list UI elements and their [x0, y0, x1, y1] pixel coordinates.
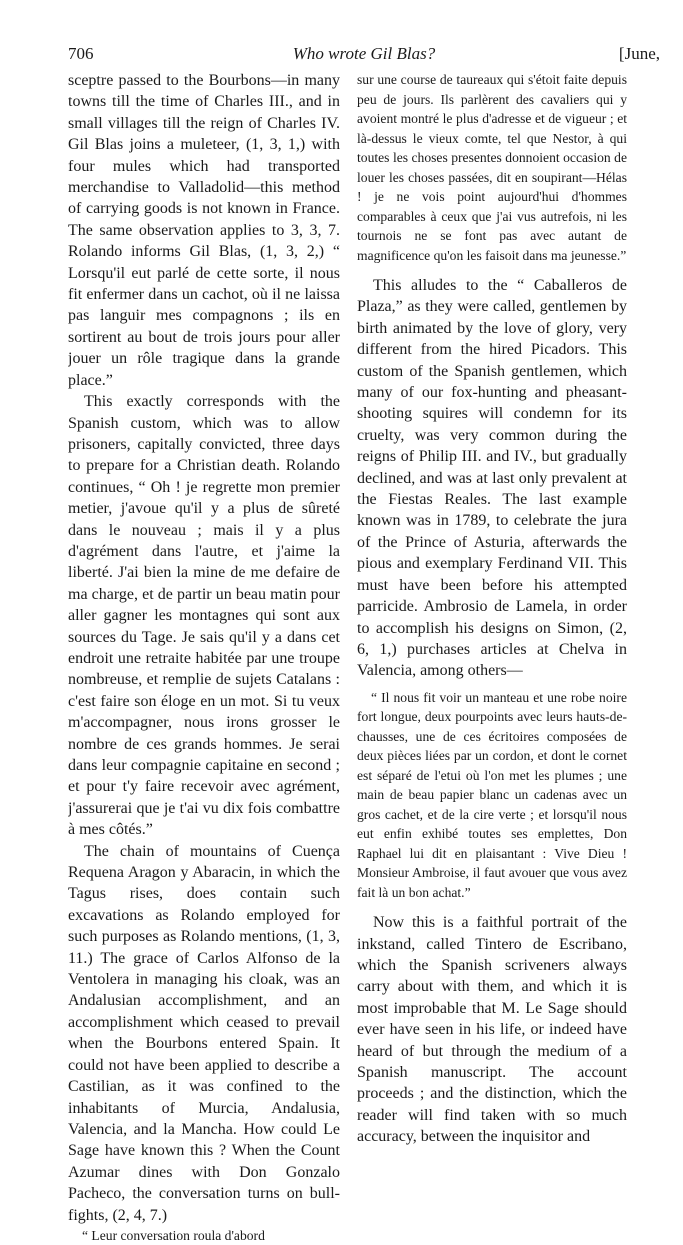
left-column — [68, 70, 340, 1245]
paragraph-caballeros: This alludes to the “ Caballeros de Plaza,” as they were called, gentlemen by birth animated by the love of glory, very different from the hired Picadors. This custom of the Spanish gentlemen, which many of our fox-hunting and pheasant-shooting squires will condemn for its cruelty, was very common during the reigns of Philip III. and IV., but gradually declined, and was at last only prevalent at the Fiestas Reales. The last example known was in 1789, to celebrate the jura of the Prince of Asturia, afterwards the pious and exemplary Ferdinand VII. This must have been before his attempted parricide. Ambrosio de Lamela, in order to accomplish his designs on Simon, (2, 6, 1,) purchases articles at Chelva in Valencia, among others— — [357, 277, 627, 680]
issue-month: [June, — [618, 44, 660, 63]
page-number: 706 — [68, 44, 94, 63]
paragraph-inkstand: Now this is a faithful portrait of the inkstand, called Tintero de Escribano, which the Spanish scriveners always carry about with them, and which it is most improbable that M. Le Sage should ever have seen in his life, or indeed have heard of but through the medium of a Spanish manuscript. The account proceeds ; and the distinction, which the reader will find taken with so much accuracy, between the inquisitor and — [357, 914, 627, 1146]
right-column — [357, 70, 627, 1148]
paragraph-bourbons: sceptre passed to the Bourbons—in many towns till the time of Charles III., and in small villages till the reign of Charles IV. Gil Blas joins a muleteer, (1, 3, 1,) with four mules which had transported merchandise to Valladolid—this method of carrying goods is not known in France. The same observation applies to 3, 3, 7. Rolando informs Gil Blas, (1, 3, 2,) “ Lorsqu'il eut parlé de cette sorte, il nous fit enfermer dans un cachot, où il ne laissa pas languir mes compagnons ; ils en sortirent au bout de trois jours pour aller jouer un rôle tragique dans la grande place.” — [68, 72, 340, 389]
paragraph-mountains: The chain of mountains of Cuença Requena Aragon y Abaracin, in which the Tagus rises, does contain such excavations as Rolando employed for such purposes as Rolando mentions, (1, 3, 11.) The grace of Carlos Alfonso de la Ventolera in managing his cloak, was an Andalusian accomplishment, and an accomplishment which ceased to prevail when the Bourbons entered Spain. It could not have been applied to describe a Castilian, as it was confined to the inhabitants of Murcia, Andalusia, Valencia, and la Mancha. How could Le Sage have known this ? When the Count Azumar dines with Don Gonzalo Pacheco, the conversation turns on bull-fights, (2, 4, 7.) — [68, 842, 340, 1224]
quote-manteau: “ Il nous fit voir un manteau et une robe noire fort longue, deux pourpoints avec leurs hauts-de-chausses, une de ces écritoires composées de deux pièces liées par un cordon, et dont le cornet est séparé de l'etui où l'on met les plumes ; une main de beau papier blanc un cadenas avec un gros cachet, et de la cire verte ; et lorsqu'il nous eut enfin exhibé toutes ses emplettes, Don Raphael lui dit en plaisantant : Vive Dieu ! Monsieur Ambroise, il faut avouer que vous avez fait là un bon achat.” — [357, 689, 627, 900]
quote-conversation-start: “ Leur conversation roula d'abord — [82, 1227, 265, 1243]
quote-conversation-cont: sur une course de taureaux qui s'étoit faite depuis peu de jours. Ils parlèrent des cavaliers qui y avoient montré le plus d'adresse et de vigueur ; et là-dessus le vieux comte, tel que Nestor, à qui toutes les choses presentes donnoient occasion de louer les choses passées, dit en soupirant—Hélas ! je ne vois point aujourd'hui d'hommes comparables à ceux que j'ai vus autrefois, ni les tournois ne se font pas avec autant de magnificence qu'on les faisoit dans ma jeunesse.” — [357, 72, 627, 263]
running-header — [68, 44, 660, 70]
paragraph-spanish-custom: This exactly corresponds with the Spanish custom, which was to allow prisoners, capitally convicted, three days to prepare for a Christian death. Rolando continues, “ Oh ! je regrette mon premier metier, j'avoue qu'il y a plus de sûreté dans le nouveau ; mais il y a plus d'agrément dans l'autre, et j'aime la liberté. J'ai bien la mine de me defaire de ma charge, et de partir un beau matin pour aller gagner les montagnes qui sont aux sources du Tage. Je sais qu'il y a dans cet endroit une retraite habitée par une troupe nombreuse, et remplie de sujets Catalans : c'est faire son éloge en un mot. Si tu veux m'accompagner, nous irons grosser le nombre de ces grands hommes. Je serai dans leur compagnie capitaine en second ; et pour t'y faire recevoir avec agrément, j'assurerai que je t'ai vu dix fois combattre à mes côtés.” — [68, 393, 340, 839]
running-title: Who wrote Gil Blas? — [292, 44, 436, 63]
